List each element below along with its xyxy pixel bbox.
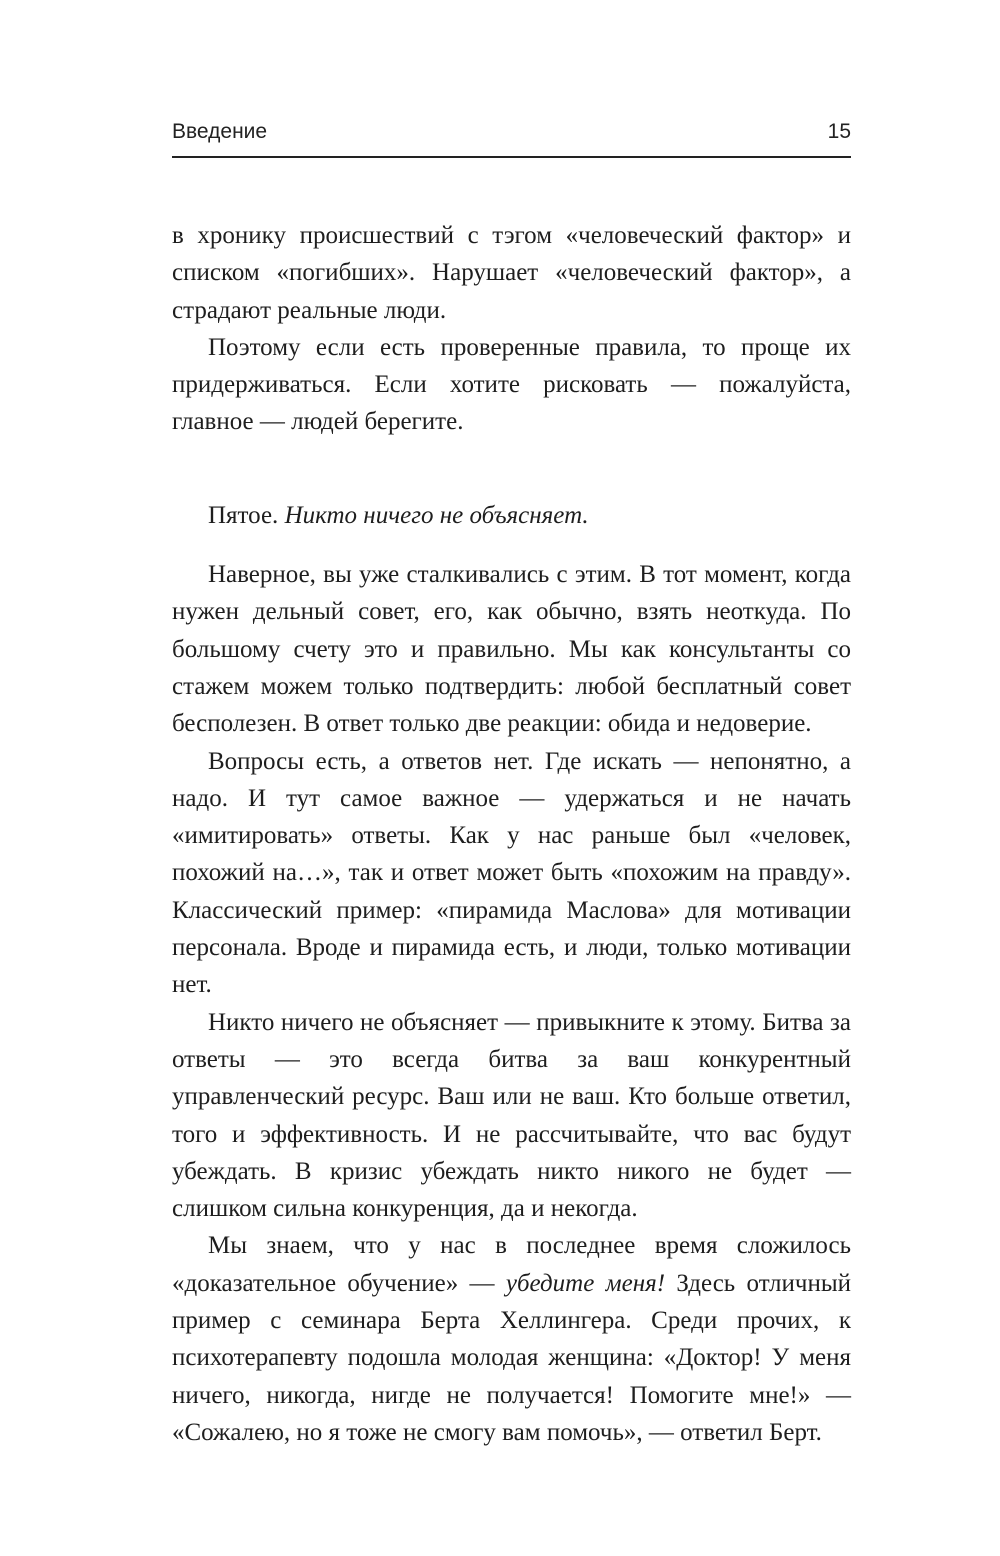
paragraph-6-before: Мы знаем, что у нас в последнее время сложилось «доказательное обучение» — <box>172 1232 851 1297</box>
paragraph-6-after: Здесь отличный пример с семинара Берта Хеллингера. Среди прочих, к психотерапевту подошла молодая женщина: «Доктор! У меня ничего, никогда, нигде не получается! Помогите мне!» — «Сожалею, но я тоже не смогу вам помочь», — ответил Берт. <box>172 1269 851 1446</box>
section-subheading <box>172 497 851 534</box>
section-title: Введение <box>172 120 268 143</box>
paragraph-1: в хронику происшествий с тэгом «человеческий фактор» и списком «погибших». Нарушает «человеческий фактор», а страдают реальные люди. <box>172 222 851 324</box>
paragraph-6-italic: убедите меня! <box>505 1269 666 1297</box>
running-header <box>172 118 851 146</box>
header-rule <box>172 156 851 158</box>
paragraph-6 <box>172 1227 851 1451</box>
paragraph-2: Поэтому если есть проверенные правила, то проще их придерживаться. Если хотите рисковать — пожалуйста, главное — людей берегите. <box>172 333 851 436</box>
paragraph-3: Наверное, вы уже сталкивались с этим. В тот момент, когда нужен дельный совет, его, как обычно, взять неоткуда. По большому счету это и правильно. Мы как консультанты со стажем можем только подтвердить: любой бесплатный совет бесполезен. В ответ только две реакции: обида и недоверие. <box>172 561 851 738</box>
paragraph-5: Никто ничего не объясняет — привыкните к этому. Битва за ответы — это всегда битва за ваш конкурентный управленческий ресурс. Ваш или не ваш. Кто больше ответил, того и эффективность. И не рассчитывайте, что вас будут убеждать. В кризис убеждать никто никого не будет — слишком сильна конкуренция, да и некогда. <box>172 1008 851 1223</box>
page-number: 15 <box>827 120 851 143</box>
body-text <box>172 217 851 1451</box>
paragraph-4: Вопросы есть, а ответов нет. Где искать — непонятно, а надо. И тут самое важное — удержаться и не начать «имитировать» ответы. Как у нас раньше был «человек, похожий на…», так и ответ может быть «похожим на правду». Классический пример: «пирамида Маслова» для мотивации персонала. Вроде и пирамида есть, и люди, только мотивации нет. <box>172 747 851 999</box>
subheading-italic: Никто ничего не объясняет. <box>284 501 589 529</box>
subheading-lead: Пятое. <box>208 501 279 529</box>
